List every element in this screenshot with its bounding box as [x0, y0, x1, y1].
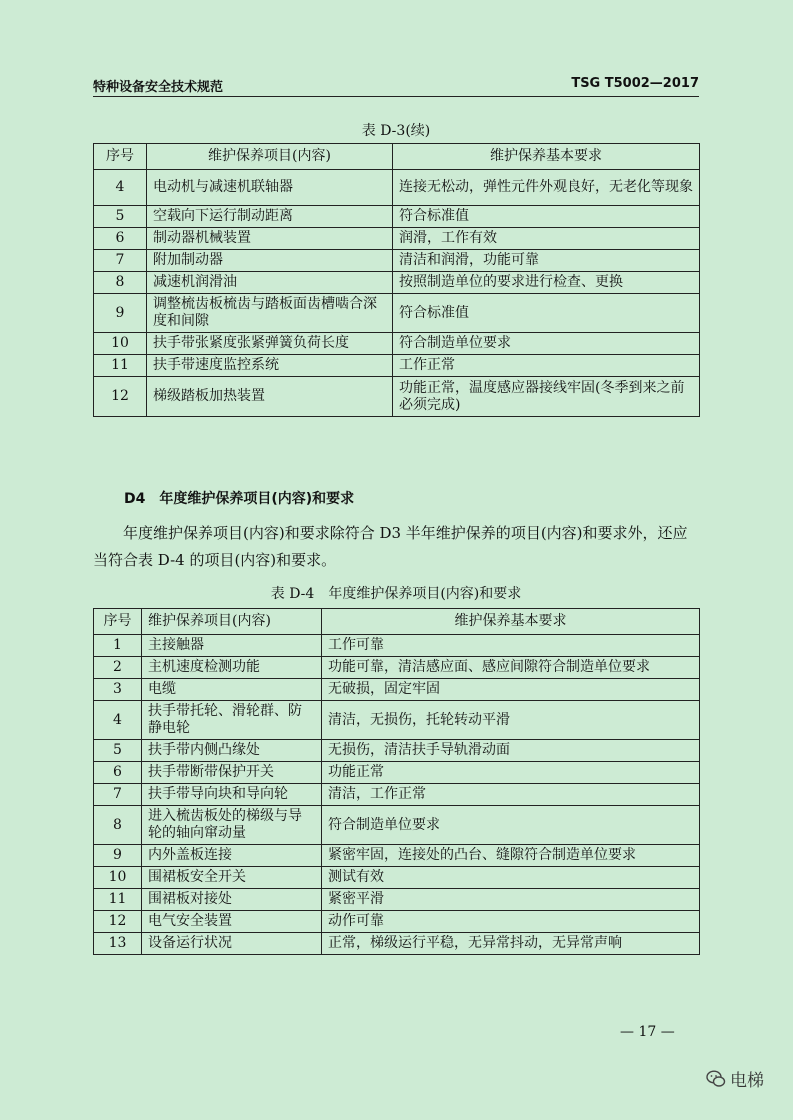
table-row [94, 294, 700, 333]
requirement-cell: 工作正常 [393, 355, 700, 377]
row-number-cell: 4 [94, 170, 147, 206]
requirement-cell: 符合制造单位要求 [322, 806, 700, 845]
row-number-cell: 3 [94, 679, 142, 701]
requirement-cell: 无破损，固定牢固 [322, 679, 700, 701]
table-row [94, 806, 700, 845]
row-number-cell: 8 [94, 806, 142, 845]
maintenance-item-cell: 围裙板对接处 [142, 889, 322, 911]
maintenance-item-cell: 扶手带断带保护开关 [142, 762, 322, 784]
table-row [94, 657, 700, 679]
header-rule [93, 96, 699, 97]
page-number: — 17 — [620, 1024, 675, 1040]
table-header-row [94, 144, 700, 170]
row-number-cell: 2 [94, 657, 142, 679]
requirement-cell: 符合制造单位要求 [393, 333, 700, 355]
header-cell-no: 序号 [94, 144, 147, 170]
table-row [94, 867, 700, 889]
header-cell-item: 维护保养项目(内容) [147, 144, 393, 170]
requirement-cell: 无损伤，清洁扶手导轨滑动面 [322, 740, 700, 762]
table-row [94, 250, 700, 272]
header-cell-item: 维护保养项目(内容) [142, 609, 322, 635]
maintenance-item-cell: 制动器机械装置 [147, 228, 393, 250]
maintenance-item-cell: 进入梳齿板处的梯级与导轮的轴向窜动量 [142, 806, 322, 845]
table-row [94, 911, 700, 933]
table-row [94, 355, 700, 377]
section-heading-d4: D4 年度维护保养项目(内容)和要求 [124, 491, 355, 507]
wechat-icon [706, 1069, 726, 1089]
row-number-cell: 8 [94, 272, 147, 294]
table-row [94, 206, 700, 228]
page-header [93, 76, 699, 96]
table-row [94, 228, 700, 250]
maintenance-item-cell: 空载向下运行制动距离 [147, 206, 393, 228]
header-cell-no: 序号 [94, 609, 142, 635]
maintenance-item-cell: 调整梳齿板梳齿与踏板面齿槽啮合深度和间隙 [147, 294, 393, 333]
requirement-cell: 连接无松动，弹性元件外观良好，无老化等现象 [393, 170, 700, 206]
header-cell-requirement: 维护保养基本要求 [393, 144, 700, 170]
maintenance-item-cell: 扶手带导向块和导向轮 [142, 784, 322, 806]
maintenance-item-cell: 扶手带托轮、滑轮群、防静电轮 [142, 701, 322, 740]
maintenance-item-cell: 主机速度检测功能 [142, 657, 322, 679]
row-number-cell: 9 [94, 845, 142, 867]
table-row [94, 701, 700, 740]
table-row [94, 845, 700, 867]
body-paragraph: 年度维护保养项目(内容)和要求除符合 D3 半年维护保养的项目(内容)和要求外，还应当符合表 D-4 的项目(内容)和要求。 [93, 524, 688, 569]
table-row [94, 272, 700, 294]
requirement-cell: 按照制造单位的要求进行检查、更换 [393, 272, 700, 294]
table-row [94, 635, 700, 657]
requirement-cell: 功能正常 [322, 762, 700, 784]
table-row [94, 333, 700, 355]
maintenance-item-cell: 减速机润滑油 [147, 272, 393, 294]
maintenance-item-cell: 扶手带张紧度张紧弹簧负荷长度 [147, 333, 393, 355]
requirement-cell: 清洁，无损伤，托轮转动平滑 [322, 701, 700, 740]
header-cell-requirement: 维护保养基本要求 [322, 609, 700, 635]
table-d3 [93, 143, 700, 417]
row-number-cell: 5 [94, 740, 142, 762]
row-number-cell: 12 [94, 377, 147, 417]
requirement-cell: 功能正常，温度感应器接线牢固(冬季到来之前必须完成) [393, 377, 700, 417]
row-number-cell: 10 [94, 867, 142, 889]
maintenance-item-cell: 围裙板安全开关 [142, 867, 322, 889]
row-number-cell: 13 [94, 933, 142, 955]
header-title: 特种设备安全技术规范 [93, 80, 224, 95]
row-number-cell: 5 [94, 206, 147, 228]
requirement-cell: 润滑，工作有效 [393, 228, 700, 250]
table-d3-caption: 表 D-3(续) [361, 123, 431, 139]
maintenance-item-cell: 电缆 [142, 679, 322, 701]
table-row [94, 933, 700, 955]
maintenance-item-cell: 内外盖板连接 [142, 845, 322, 867]
row-number-cell: 7 [94, 250, 147, 272]
row-number-cell: 11 [94, 889, 142, 911]
table-row [94, 784, 700, 806]
table-d4 [93, 608, 700, 955]
requirement-cell: 动作可靠 [322, 911, 700, 933]
watermark-text: 电梯 [730, 1071, 764, 1091]
maintenance-item-cell: 主接触器 [142, 635, 322, 657]
requirement-cell: 测试有效 [322, 867, 700, 889]
table-row [94, 679, 700, 701]
maintenance-item-cell: 电气安全装置 [142, 911, 322, 933]
requirement-cell: 符合标准值 [393, 294, 700, 333]
row-number-cell: 6 [94, 228, 147, 250]
maintenance-item-cell: 附加制动器 [147, 250, 393, 272]
table-d4-caption: 表 D-4 年度维护保养项目(内容)和要求 [270, 586, 522, 602]
requirement-cell: 功能可靠，清洁感应面、感应间隙符合制造单位要求 [322, 657, 700, 679]
table-row [94, 170, 700, 206]
table-header-row [94, 609, 700, 635]
requirement-cell: 清洁和润滑，功能可靠 [393, 250, 700, 272]
row-number-cell: 10 [94, 333, 147, 355]
maintenance-item-cell: 扶手带内侧凸缘处 [142, 740, 322, 762]
row-number-cell: 6 [94, 762, 142, 784]
row-number-cell: 12 [94, 911, 142, 933]
requirement-cell: 正常，梯级运行平稳，无异常抖动，无异常声响 [322, 933, 700, 955]
requirement-cell: 紧密牢固，连接处的凸台、缝隙符合制造单位要求 [322, 845, 700, 867]
header-standard-code: TSG T5002—2017 [571, 76, 699, 91]
row-number-cell: 4 [94, 701, 142, 740]
requirement-cell: 紧密平滑 [322, 889, 700, 911]
table-row [94, 762, 700, 784]
requirement-cell: 清洁，工作正常 [322, 784, 700, 806]
row-number-cell: 9 [94, 294, 147, 333]
table-row [94, 740, 700, 762]
row-number-cell: 7 [94, 784, 142, 806]
watermark [706, 1066, 764, 1091]
maintenance-item-cell: 电动机与减速机联轴器 [147, 170, 393, 206]
maintenance-item-cell: 扶手带速度监控系统 [147, 355, 393, 377]
table-row [94, 889, 700, 911]
row-number-cell: 1 [94, 635, 142, 657]
requirement-cell: 符合标准值 [393, 206, 700, 228]
table-row [94, 377, 700, 417]
row-number-cell: 11 [94, 355, 147, 377]
maintenance-item-cell: 梯级踏板加热装置 [147, 377, 393, 417]
maintenance-item-cell: 设备运行状况 [142, 933, 322, 955]
requirement-cell: 工作可靠 [322, 635, 700, 657]
